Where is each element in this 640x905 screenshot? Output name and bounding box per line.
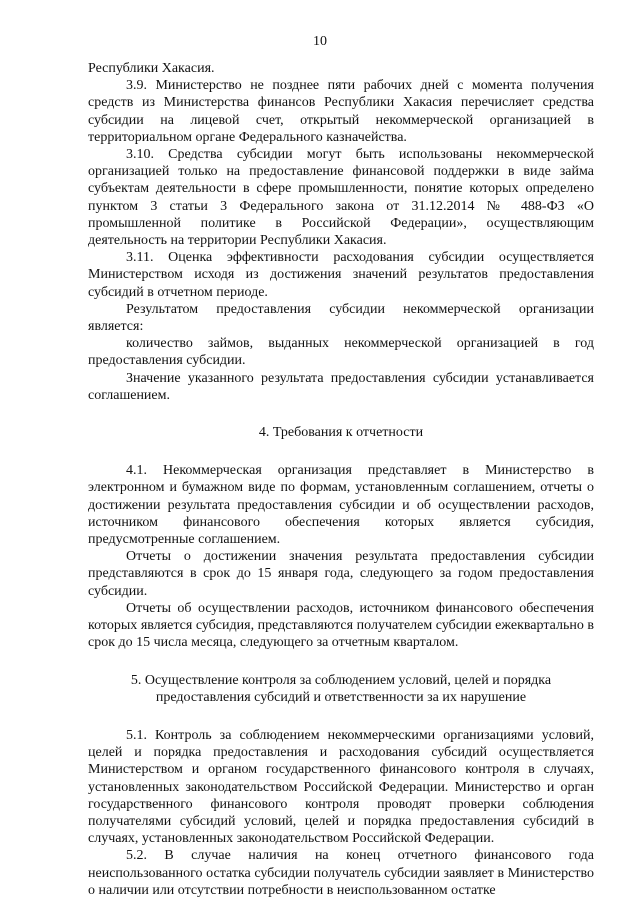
- page-number: 10: [313, 34, 327, 49]
- spacer: [88, 652, 594, 672]
- paragraph-report-expenses: Отчеты об осуществлении расходов, источником финансового обеспечения которых является субсидия, представляются получателем субсидии ежеквартально в срок до 15 числа месяца, следующего за отчетным кварталом.: [88, 600, 594, 651]
- paragraph-5-2: 5.2. В случае наличия на конец отчетного финансового года неиспользованного остатка субсидии получатель субсидии заявляет в Министерство о наличии или отсутствии потребности в неиспользованном остатке: [88, 848, 594, 898]
- spacer: [88, 706, 594, 727]
- section-5-heading-line2: предоставления субсидий и ответственности за их нарушение: [155, 689, 527, 705]
- paragraph-continuation: Республики Хакасия.: [88, 61, 215, 76]
- paragraph-loan-count: количество займов, выданных некоммерческой организацией в год предоставления субсидии.: [88, 336, 594, 369]
- section-5-heading-line1: 5. Осуществление контроля за соблюдением условий, целей и порядка: [130, 672, 552, 688]
- spacer: [88, 441, 594, 462]
- paragraph-5-1: 5.1. Контроль за соблюдением некоммерческими организациями условий, целей и порядка предоставления и расходования субсидий осуществляется Министерством и органом государственного финансового контроля в случаях, установленных законодательством Российской Федерации. Министерство и орган государственного финансового контроля проводят проверки соблюдения получателями субсидий условий, целей и порядка предоставления субсидий в случаях, установленных законодательством Российской Федерации.: [88, 727, 594, 847]
- paragraph-3-11: 3.11. Оценка эффективности расходования субсидии осуществляется Министерством исходя из достижения значений результатов предоставления субсидий в отчетном периоде.: [88, 250, 594, 300]
- paragraph-3-10: 3.10. Средства субсидии могут быть использованы некоммерческой организацией только на предоставление финансовой поддержки в виде займа субъектам деятельности в сфере промышленности, понятие которых определено пунктом 3 статьи 3 Федерального закона от 31.12.2014 № 488-ФЗ «О промышленной политике в Российской Федерации», осуществляющим деятельность на территории Республики Хакасия.: [88, 147, 594, 249]
- paragraph-result: Результатом предоставления субсидии некоммерческой организации является:: [88, 301, 594, 335]
- document-body: [88, 60, 594, 899]
- section-4-heading: 4. Требования к отчетности: [258, 425, 424, 441]
- paragraph-4-1: 4.1. Некоммерческая организация представляет в Министерство в электронном и бумажном виде по формам, установленным соглашением, отчеты о достижении результата предоставления субсидии и об осуществлении расходов, источником финансового обеспечения которых является субсидия, предусмотренные соглашением.: [88, 463, 594, 548]
- paragraph-result-value: Значение указанного результата предоставления субсидии устанавливается соглашением.: [88, 370, 594, 403]
- spacer: [88, 404, 594, 424]
- paragraph-report-result: Отчеты о достижении значения результата предоставления субсидии представляются в срок до 15 января года, следующего за годом предоставления субсидии.: [88, 549, 594, 599]
- paragraph-3-9: 3.9. Министерство не позднее пяти рабочих дней с момента получения средств из Министерства финансов Республики Хакасия перечисляет средства субсидии на лицевой счет, открытый некоммерческой организацией в территориальном органе Федерального казначейства.: [88, 78, 594, 145]
